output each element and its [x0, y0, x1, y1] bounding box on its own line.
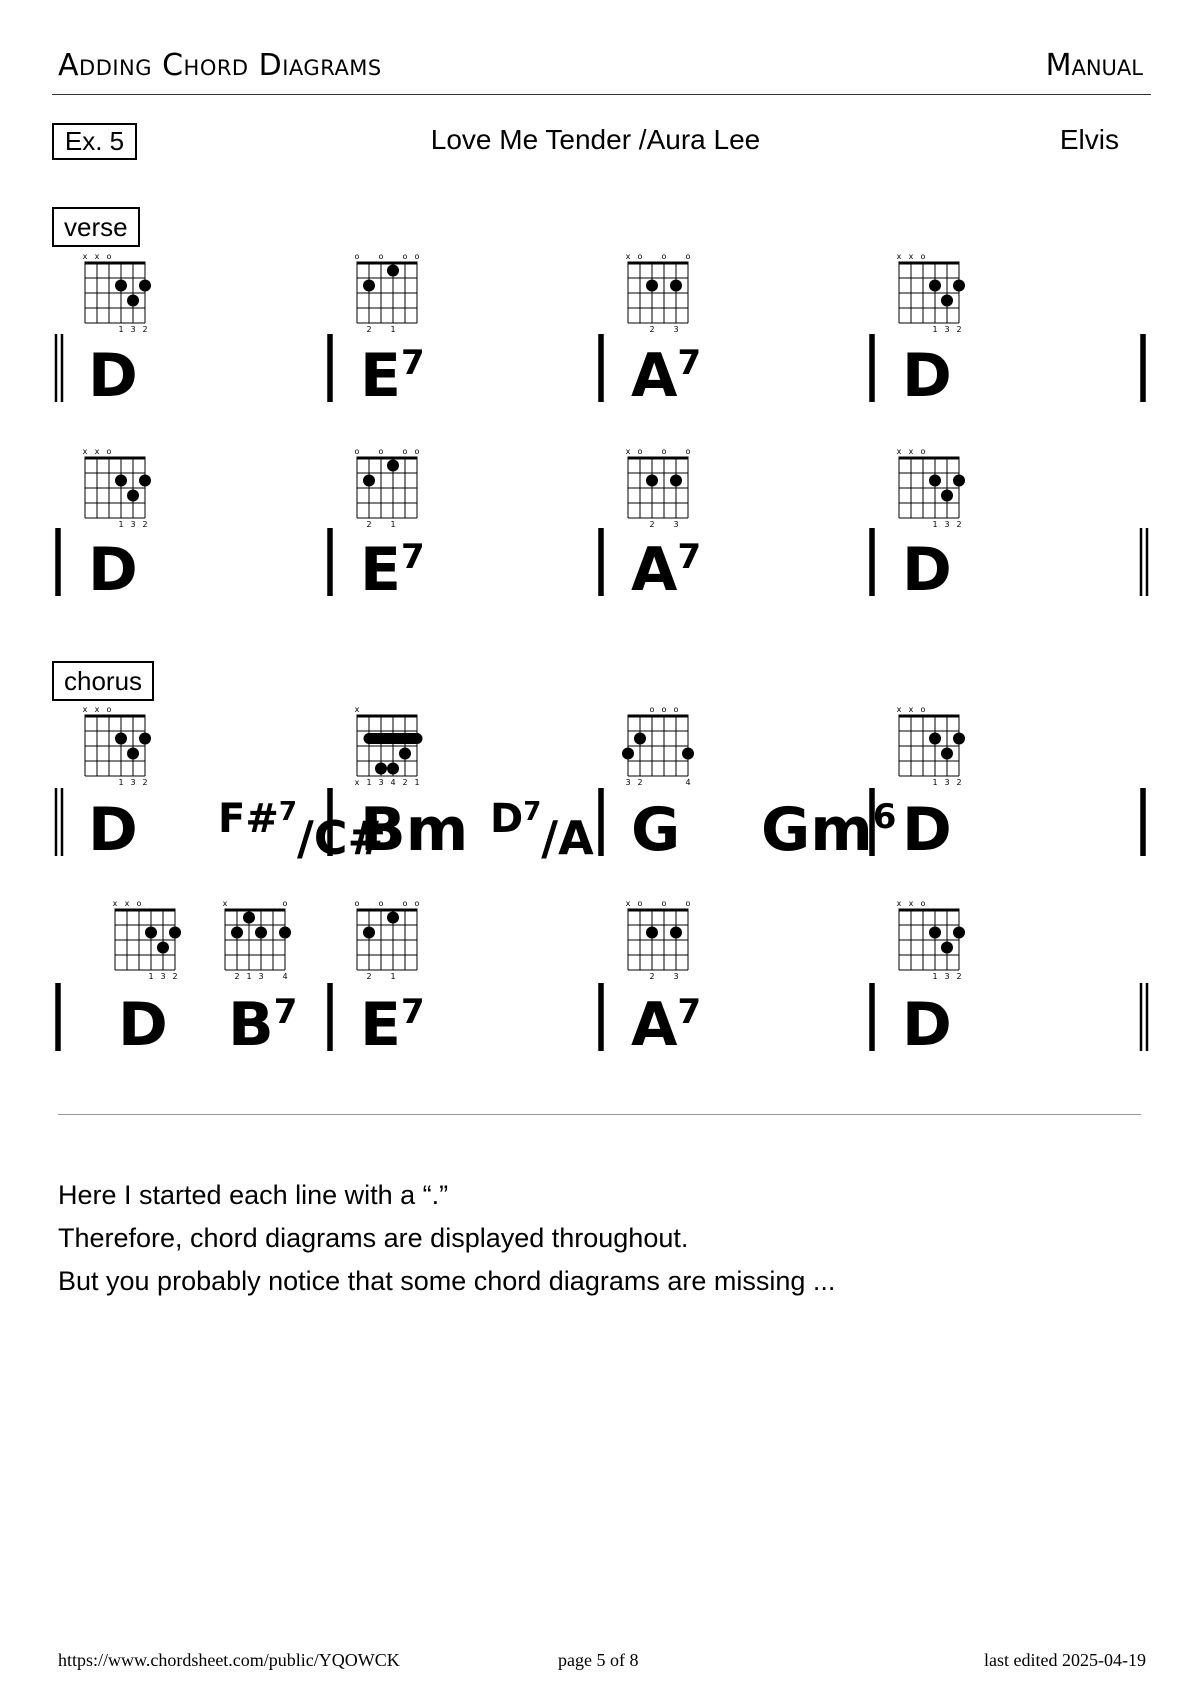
chord-name-a7: $A^7$: [631, 341, 702, 411]
finger-number: 3: [378, 778, 384, 787]
finger-dot: [169, 927, 181, 939]
finger-dot: [953, 280, 965, 292]
chord-name-d: D: [902, 990, 952, 1060]
chord-name-d7a: $^{D7}_{/A}$: [490, 796, 594, 865]
finger-number: 3: [944, 520, 950, 529]
string-mark: o: [920, 447, 926, 456]
finger-dot: [279, 927, 291, 939]
finger-number: 4: [390, 778, 396, 787]
section-label-verse: verse: [52, 207, 140, 247]
string-mark: o: [637, 252, 643, 261]
chord-diagram-d: [897, 252, 965, 334]
finger-dot: [387, 912, 399, 924]
string-mark: x: [625, 447, 631, 456]
header-title: Adding Chord Diagrams: [58, 48, 382, 83]
finger-dot: [387, 460, 399, 472]
finger-dot: [375, 763, 387, 775]
finger-dot: [953, 927, 965, 939]
chord-name-d: D: [902, 795, 952, 865]
finger-dot: [243, 912, 255, 924]
finger-number: 1: [390, 325, 396, 334]
song-artist: Elvis: [1059, 124, 1119, 155]
finger-number: 3: [944, 972, 950, 981]
chord-name-a7: $A^7$: [631, 535, 702, 605]
finger-number: 1: [118, 520, 124, 529]
string-mark: o: [402, 447, 408, 456]
string-mark: x: [908, 899, 914, 908]
finger-dot: [363, 280, 375, 292]
string-mark: o: [378, 252, 384, 261]
finger-dot: [646, 927, 658, 939]
finger-number: 1: [414, 778, 420, 787]
finger-number: 3: [130, 325, 136, 334]
finger-number: 2: [142, 778, 148, 787]
string-mark: o: [106, 447, 112, 456]
finger-number: 3: [130, 778, 136, 787]
chord-name-d: D: [902, 535, 952, 605]
chord-name-e7: $E^7$: [360, 535, 425, 605]
string-mark: o: [685, 899, 691, 908]
finger-number: 3: [673, 972, 679, 981]
finger-dot: [929, 927, 941, 939]
section-label-chorus: chorus: [52, 661, 154, 701]
finger-dot: [115, 280, 127, 292]
chord-diagram-e7: [355, 899, 420, 981]
string-mark: o: [378, 447, 384, 456]
finger-dot: [387, 265, 399, 277]
string-mark: o: [354, 447, 360, 456]
string-mark: x: [94, 252, 100, 261]
string-mark: x: [94, 447, 100, 456]
chord-diagram-e7: [355, 447, 420, 529]
finger-number: 1: [932, 325, 938, 334]
chord-name-d: D: [902, 341, 952, 411]
body-text-line-3: But you probably notice that some chord diagrams are missing ...: [58, 1266, 836, 1296]
finger-dot: [255, 927, 267, 939]
string-mark: o: [354, 899, 360, 908]
finger-dot: [929, 280, 941, 292]
finger-number: 1: [932, 520, 938, 529]
finger-number: 2: [649, 520, 655, 529]
chord-diagram-a7: [626, 252, 691, 334]
finger-dot: [941, 490, 953, 502]
string-mark: x: [625, 899, 631, 908]
chord-diagram-bm: [355, 705, 420, 787]
finger-dot: [953, 733, 965, 745]
string-mark: o: [354, 252, 360, 261]
string-mark: o: [920, 899, 926, 908]
chord-diagram-d: [83, 447, 151, 529]
finger-number: 1: [932, 778, 938, 787]
finger-number: 3: [944, 325, 950, 334]
song-title: Love Me Tender /Aura Lee: [430, 124, 761, 155]
finger-number: 2: [649, 325, 655, 334]
finger-dot: [139, 733, 151, 745]
finger-number: 3: [160, 972, 166, 981]
finger-number: 2: [234, 972, 240, 981]
finger-dot: [157, 942, 169, 954]
finger-number: 3: [130, 520, 136, 529]
finger-number: 1: [390, 520, 396, 529]
chord-name-gm6: Gm$^6$: [761, 795, 897, 865]
finger-dot: [622, 748, 634, 760]
finger-dot: [682, 748, 694, 760]
finger-number: 3: [625, 778, 631, 787]
chord-name-d: D: [88, 535, 138, 605]
finger-number: 2: [956, 972, 962, 981]
string-mark: x: [896, 705, 902, 714]
chord-name-d: D: [118, 990, 168, 1060]
finger-number: 3: [673, 325, 679, 334]
finger-number: 2: [402, 778, 408, 787]
string-mark: o: [402, 899, 408, 908]
finger-number: 4: [685, 778, 691, 787]
string-mark: o: [661, 252, 667, 261]
body-text-line-2: Therefore, chord diagrams are displayed throughout.: [58, 1223, 689, 1253]
finger-dot: [646, 280, 658, 292]
string-mark: x: [625, 252, 631, 261]
finger-dot: [634, 733, 646, 745]
finger-dot: [646, 475, 658, 487]
chord-name-g: G: [631, 795, 681, 865]
finger-dot: [127, 295, 139, 307]
finger-number: 2: [637, 778, 643, 787]
string-mark: x: [112, 899, 118, 908]
finger-number: 1: [246, 972, 252, 981]
finger-dot: [670, 280, 682, 292]
finger-number: 1: [118, 778, 124, 787]
finger-number: 2: [366, 325, 372, 334]
chord-diagram-d: [83, 705, 151, 787]
chord-diagram-e7: [355, 252, 420, 334]
finger-number: 3: [258, 972, 264, 981]
divider: [58, 1114, 1141, 1115]
string-mark: o: [414, 447, 420, 456]
finger-dot: [929, 733, 941, 745]
finger-dot: [929, 475, 941, 487]
finger-dot: [127, 748, 139, 760]
chord-name-bm: Bm: [360, 795, 469, 865]
string-mark: x: [124, 899, 130, 908]
chord-name-d: D: [88, 341, 138, 411]
finger-number: 3: [944, 778, 950, 787]
chord-diagram-a7: [626, 447, 691, 529]
finger-dot: [145, 927, 157, 939]
string-mark: x: [94, 705, 100, 714]
string-mark: x: [896, 899, 902, 908]
finger-number: 1: [932, 972, 938, 981]
finger-number: 1: [366, 778, 372, 787]
footer-edited: last edited 2025-04-19: [984, 1650, 1146, 1670]
chord-diagram-d: [897, 447, 965, 529]
chord-name-a7: $A^7$: [631, 990, 702, 1060]
string-mark: x: [896, 252, 902, 261]
string-mark: x: [908, 252, 914, 261]
finger-number: 2: [649, 972, 655, 981]
finger-dot: [139, 475, 151, 487]
finger-dot: [941, 748, 953, 760]
finger-dot: [363, 475, 375, 487]
finger-dot: [387, 763, 399, 775]
chord-diagram-d: [113, 899, 181, 981]
finger-dot: [399, 748, 411, 760]
chord-name-e7: $E^7$: [360, 341, 425, 411]
string-mark: o: [685, 252, 691, 261]
finger-number: 2: [366, 520, 372, 529]
chord-diagram-b7: [223, 899, 291, 981]
finger-number: 1: [390, 972, 396, 981]
chord-diagram-a7: [626, 899, 691, 981]
header-section: Manual: [1045, 48, 1143, 83]
finger-dot: [115, 733, 127, 745]
string-mark: o: [402, 252, 408, 261]
finger-dot: [953, 475, 965, 487]
finger-dot: [363, 927, 375, 939]
finger-dot: [115, 475, 127, 487]
chord-diagram-g: [622, 705, 694, 787]
string-mark: o: [920, 252, 926, 261]
body-text-line-1: Here I started each line with a “.”: [58, 1180, 449, 1210]
footer-page: page 5 of 8: [558, 1650, 639, 1670]
string-mark: x: [908, 705, 914, 714]
chord-name-d: D: [88, 795, 138, 865]
string-mark: o: [106, 252, 112, 261]
finger-dot: [670, 475, 682, 487]
finger-number: 2: [172, 972, 178, 981]
example-label: Ex. 5: [52, 123, 137, 160]
chord-diagram-d: [83, 252, 151, 334]
string-mark: x: [82, 447, 88, 456]
finger-dot: [941, 295, 953, 307]
finger-dot: [127, 490, 139, 502]
finger-number: 2: [956, 778, 962, 787]
chord-name-e7: $E^7$: [360, 990, 425, 1060]
string-mark: x: [82, 252, 88, 261]
chord-name-f7c: $^{F\#7}_{/C\#}$: [218, 796, 387, 865]
string-mark: o: [414, 252, 420, 261]
string-mark: o: [106, 705, 112, 714]
string-mark: o: [136, 899, 142, 908]
finger-number: 2: [956, 520, 962, 529]
finger-number: 2: [142, 325, 148, 334]
chord-name-b7: $B^7$: [228, 990, 298, 1060]
string-mark: o: [661, 705, 667, 714]
string-mark: o: [673, 705, 679, 714]
string-mark: x: [354, 705, 360, 714]
string-mark: o: [414, 899, 420, 908]
string-mark: x: [896, 447, 902, 456]
string-mark: o: [378, 899, 384, 908]
finger-number: 2: [142, 520, 148, 529]
string-mark: o: [920, 705, 926, 714]
finger-dot: [670, 927, 682, 939]
finger-dot: [941, 942, 953, 954]
finger-dot: [231, 927, 243, 939]
chord-diagram-d: [897, 705, 965, 787]
finger-number: 4: [282, 972, 288, 981]
finger-dot: [139, 280, 151, 292]
string-mark: o: [637, 899, 643, 908]
string-mark: o: [685, 447, 691, 456]
finger-number: x: [354, 778, 360, 787]
string-mark: o: [661, 447, 667, 456]
chord-diagram-d: [897, 899, 965, 981]
string-mark: o: [661, 899, 667, 908]
finger-number: 1: [148, 972, 154, 981]
finger-number: 3: [673, 520, 679, 529]
string-mark: o: [649, 705, 655, 714]
string-mark: o: [637, 447, 643, 456]
footer-url[interactable]: https://www.chordsheet.com/public/YQOWCK: [58, 1650, 400, 1670]
string-mark: x: [82, 705, 88, 714]
finger-number: 2: [956, 325, 962, 334]
finger-number: 2: [366, 972, 372, 981]
string-mark: x: [908, 447, 914, 456]
string-mark: x: [222, 899, 228, 908]
string-mark: o: [282, 899, 288, 908]
finger-number: 1: [118, 325, 124, 334]
